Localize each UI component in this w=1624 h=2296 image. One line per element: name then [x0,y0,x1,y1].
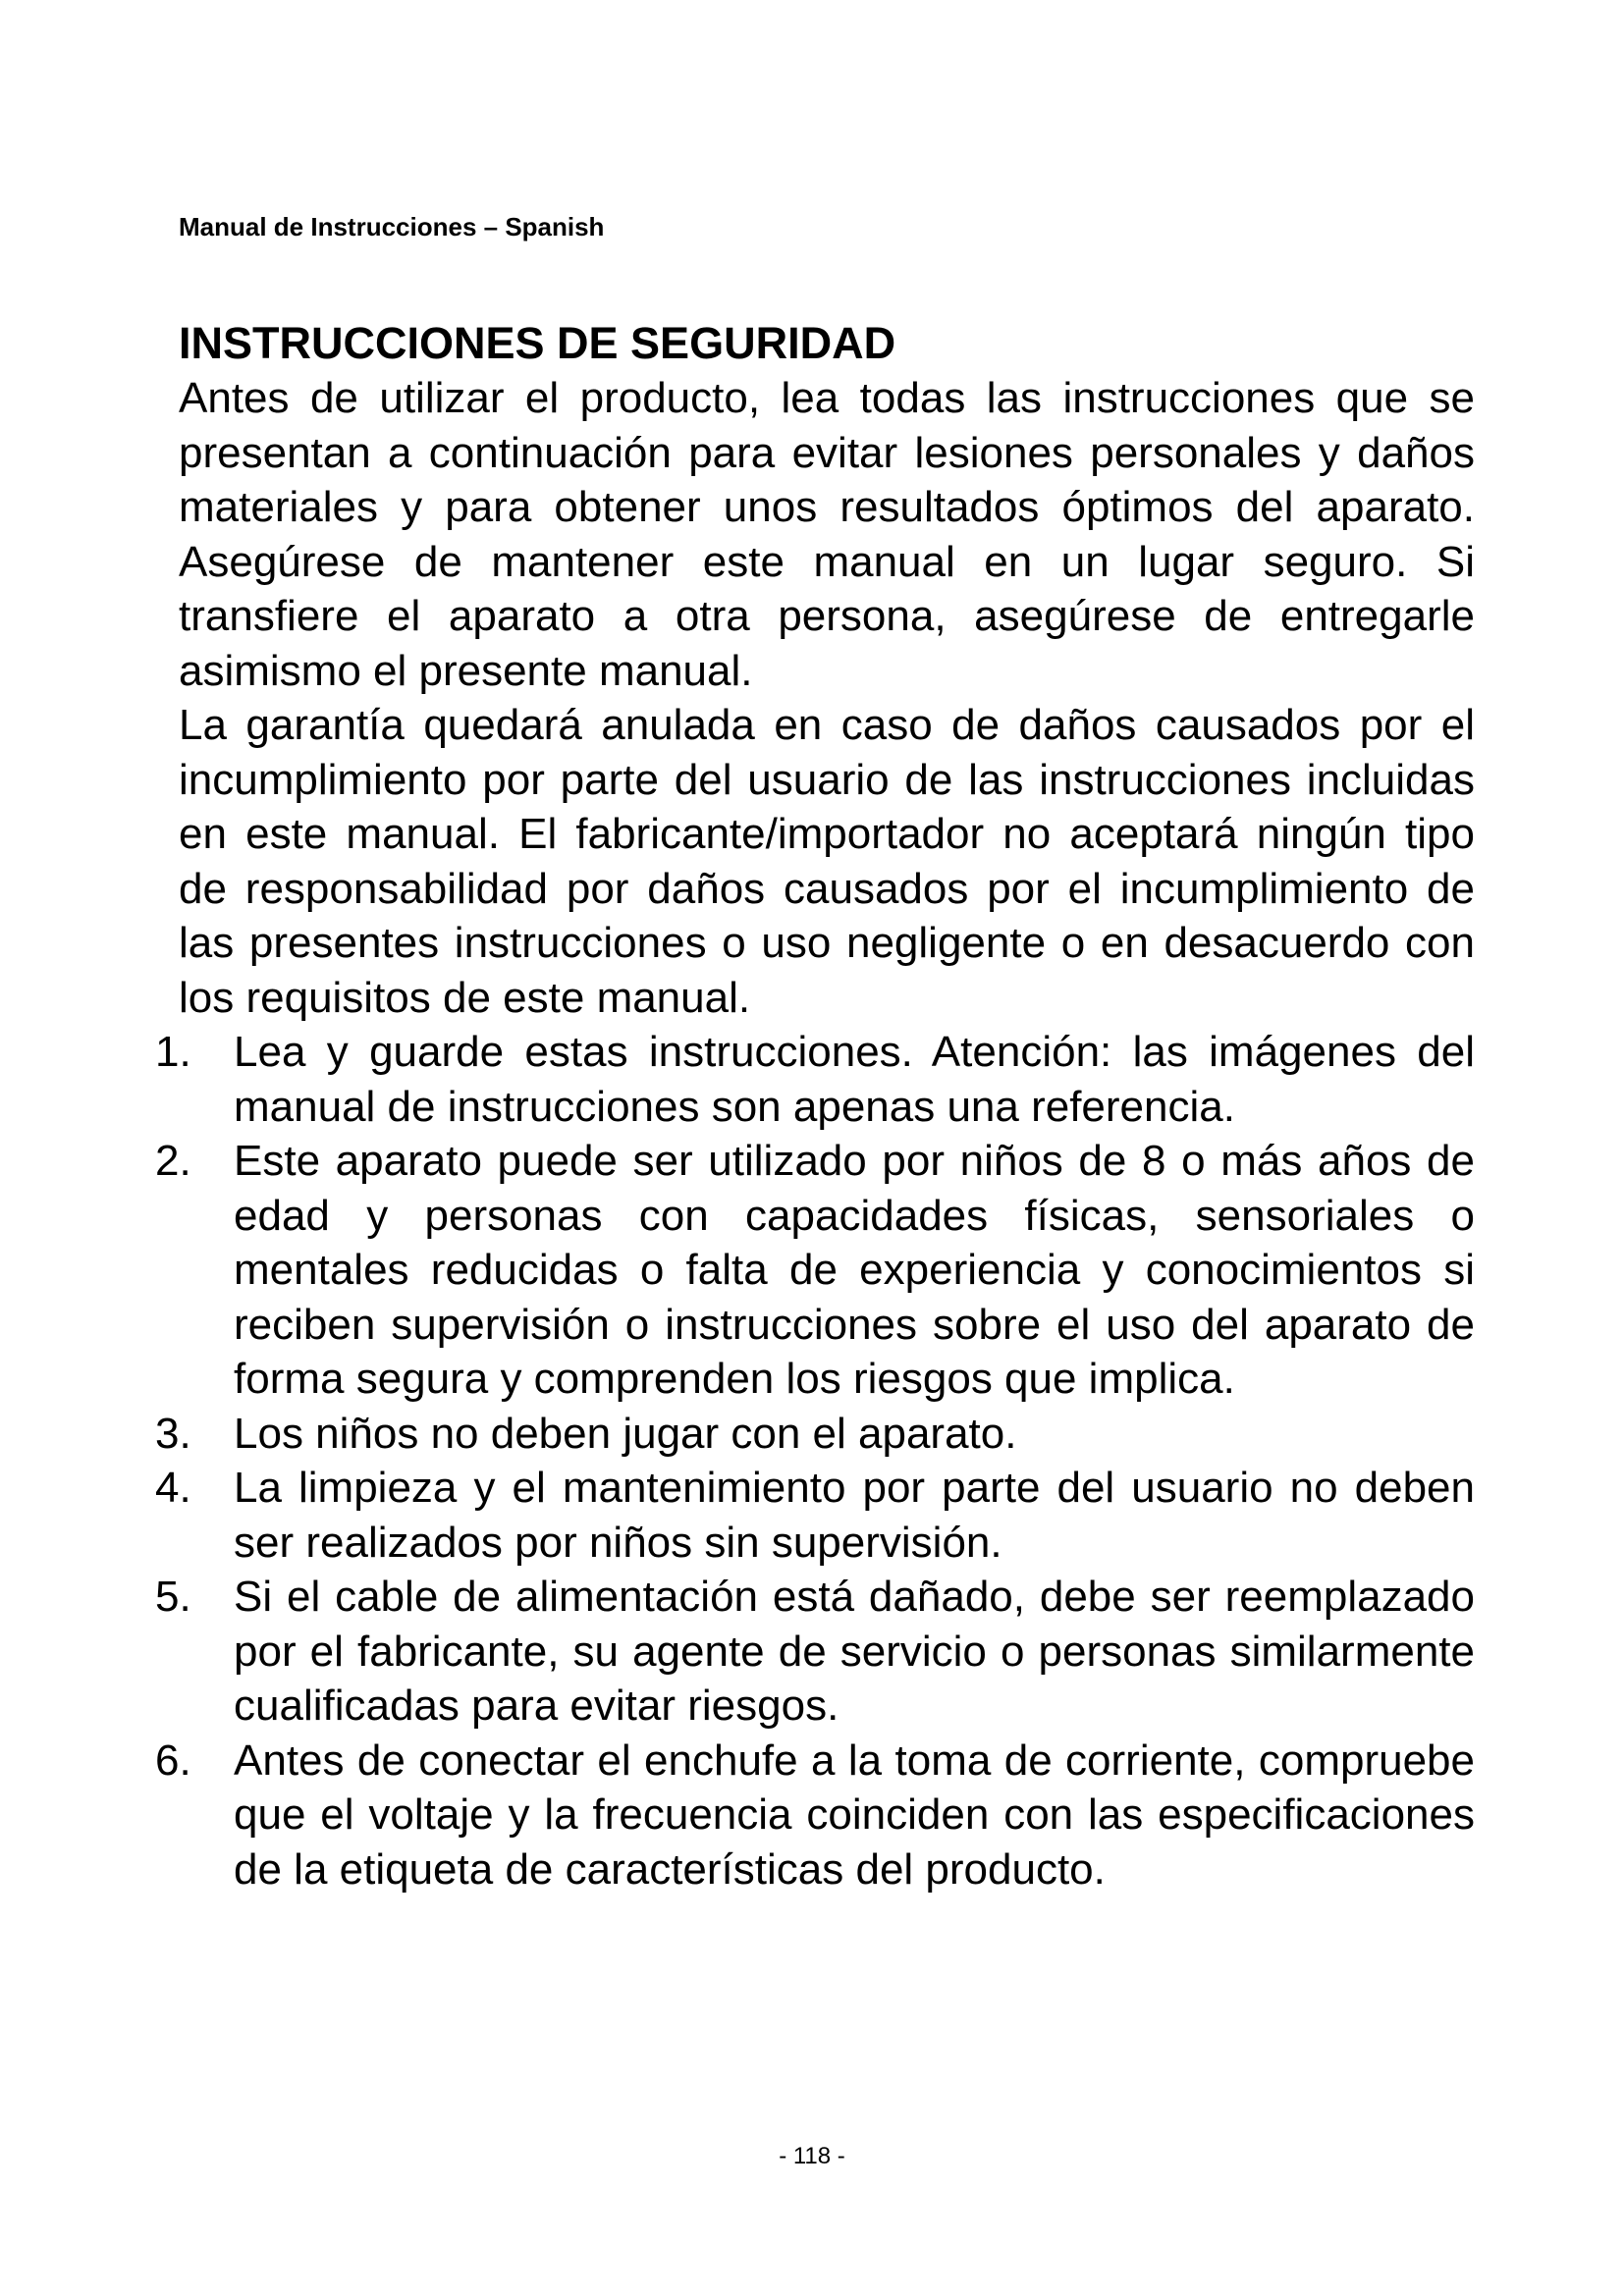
safety-section [155,316,1475,1896]
list-item-text: Si el cable de alimentación está dañado, debe ser reemplazado por el fabricante, su agente de servicio o personas similarmente cualificadas para evitar riesgos. [234,1573,1475,1730]
section-title: INSTRUCCIONES DE SEGURIDAD [179,318,896,368]
list-item-number: 3. [155,1409,191,1458]
page-header: Manual de Instrucciones – Spanish [179,212,605,241]
list-item-text: La limpieza y el mantenimiento por parte del usuario no deben ser realizados por niños sin supervisión. [234,1464,1475,1567]
intro-paragraph: Antes de utilizar el producto, lea todas las instrucciones que se presentan a continuación para evitar lesiones personales y daños materiales y para obtener unos resultados óptimos del aparato. Asegúrese de mantener este manual en un lugar seguro. Si transfiere el aparato a otra persona, asegúrese de entregarle asimismo el presente manual. [179,374,1475,695]
list-item [155,1025,1475,1134]
safety-instructions-list [155,1025,1475,1896]
list-item [155,1734,1475,1897]
list-item-text: Los niños no deben jugar con el aparato. [234,1409,1017,1458]
list-item-number: 1. [155,1028,191,1076]
list-item [155,1461,1475,1570]
list-item-number: 6. [155,1735,191,1785]
list-item-number: 5. [155,1573,191,1621]
page-number: - 118 - [779,2143,845,2169]
list-item-number: 2. [155,1137,191,1185]
warranty-paragraph: La garantía quedará anulada en caso de daños causados por el incumplimiento por parte del usuario de las instrucciones incluidas en este manual. El fabricante/importador no aceptará ningún tipo de responsabilidad por daños causados por el incumplimiento de las presentes instrucciones o uso negligente o en desacuerdo con los requisitos de este manual. [179,701,1475,1022]
list-item [155,1134,1475,1407]
list-item-text: Lea y guarde estas instrucciones. Atención: las imágenes del manual de instrucciones son apenas una referencia. [234,1028,1475,1131]
list-item-text: Antes de conectar el enchufe a la toma de corriente, compruebe que el voltaje y la frecuencia coinciden con las especificaciones de la etiqueta de características del producto. [234,1735,1475,1894]
list-item [155,1407,1475,1462]
list-item-number: 4. [155,1464,191,1512]
list-item-text: Este aparato puede ser utilizado por niños de 8 o más años de edad y personas con capacidades físicas, sensoriales o mentales reducidas o falta de experiencia y conocimientos si reciben supervisión o instrucciones sobre el uso del aparato de forma segura y comprenden los riesgos que implica. [234,1137,1475,1403]
list-item [155,1570,1475,1734]
